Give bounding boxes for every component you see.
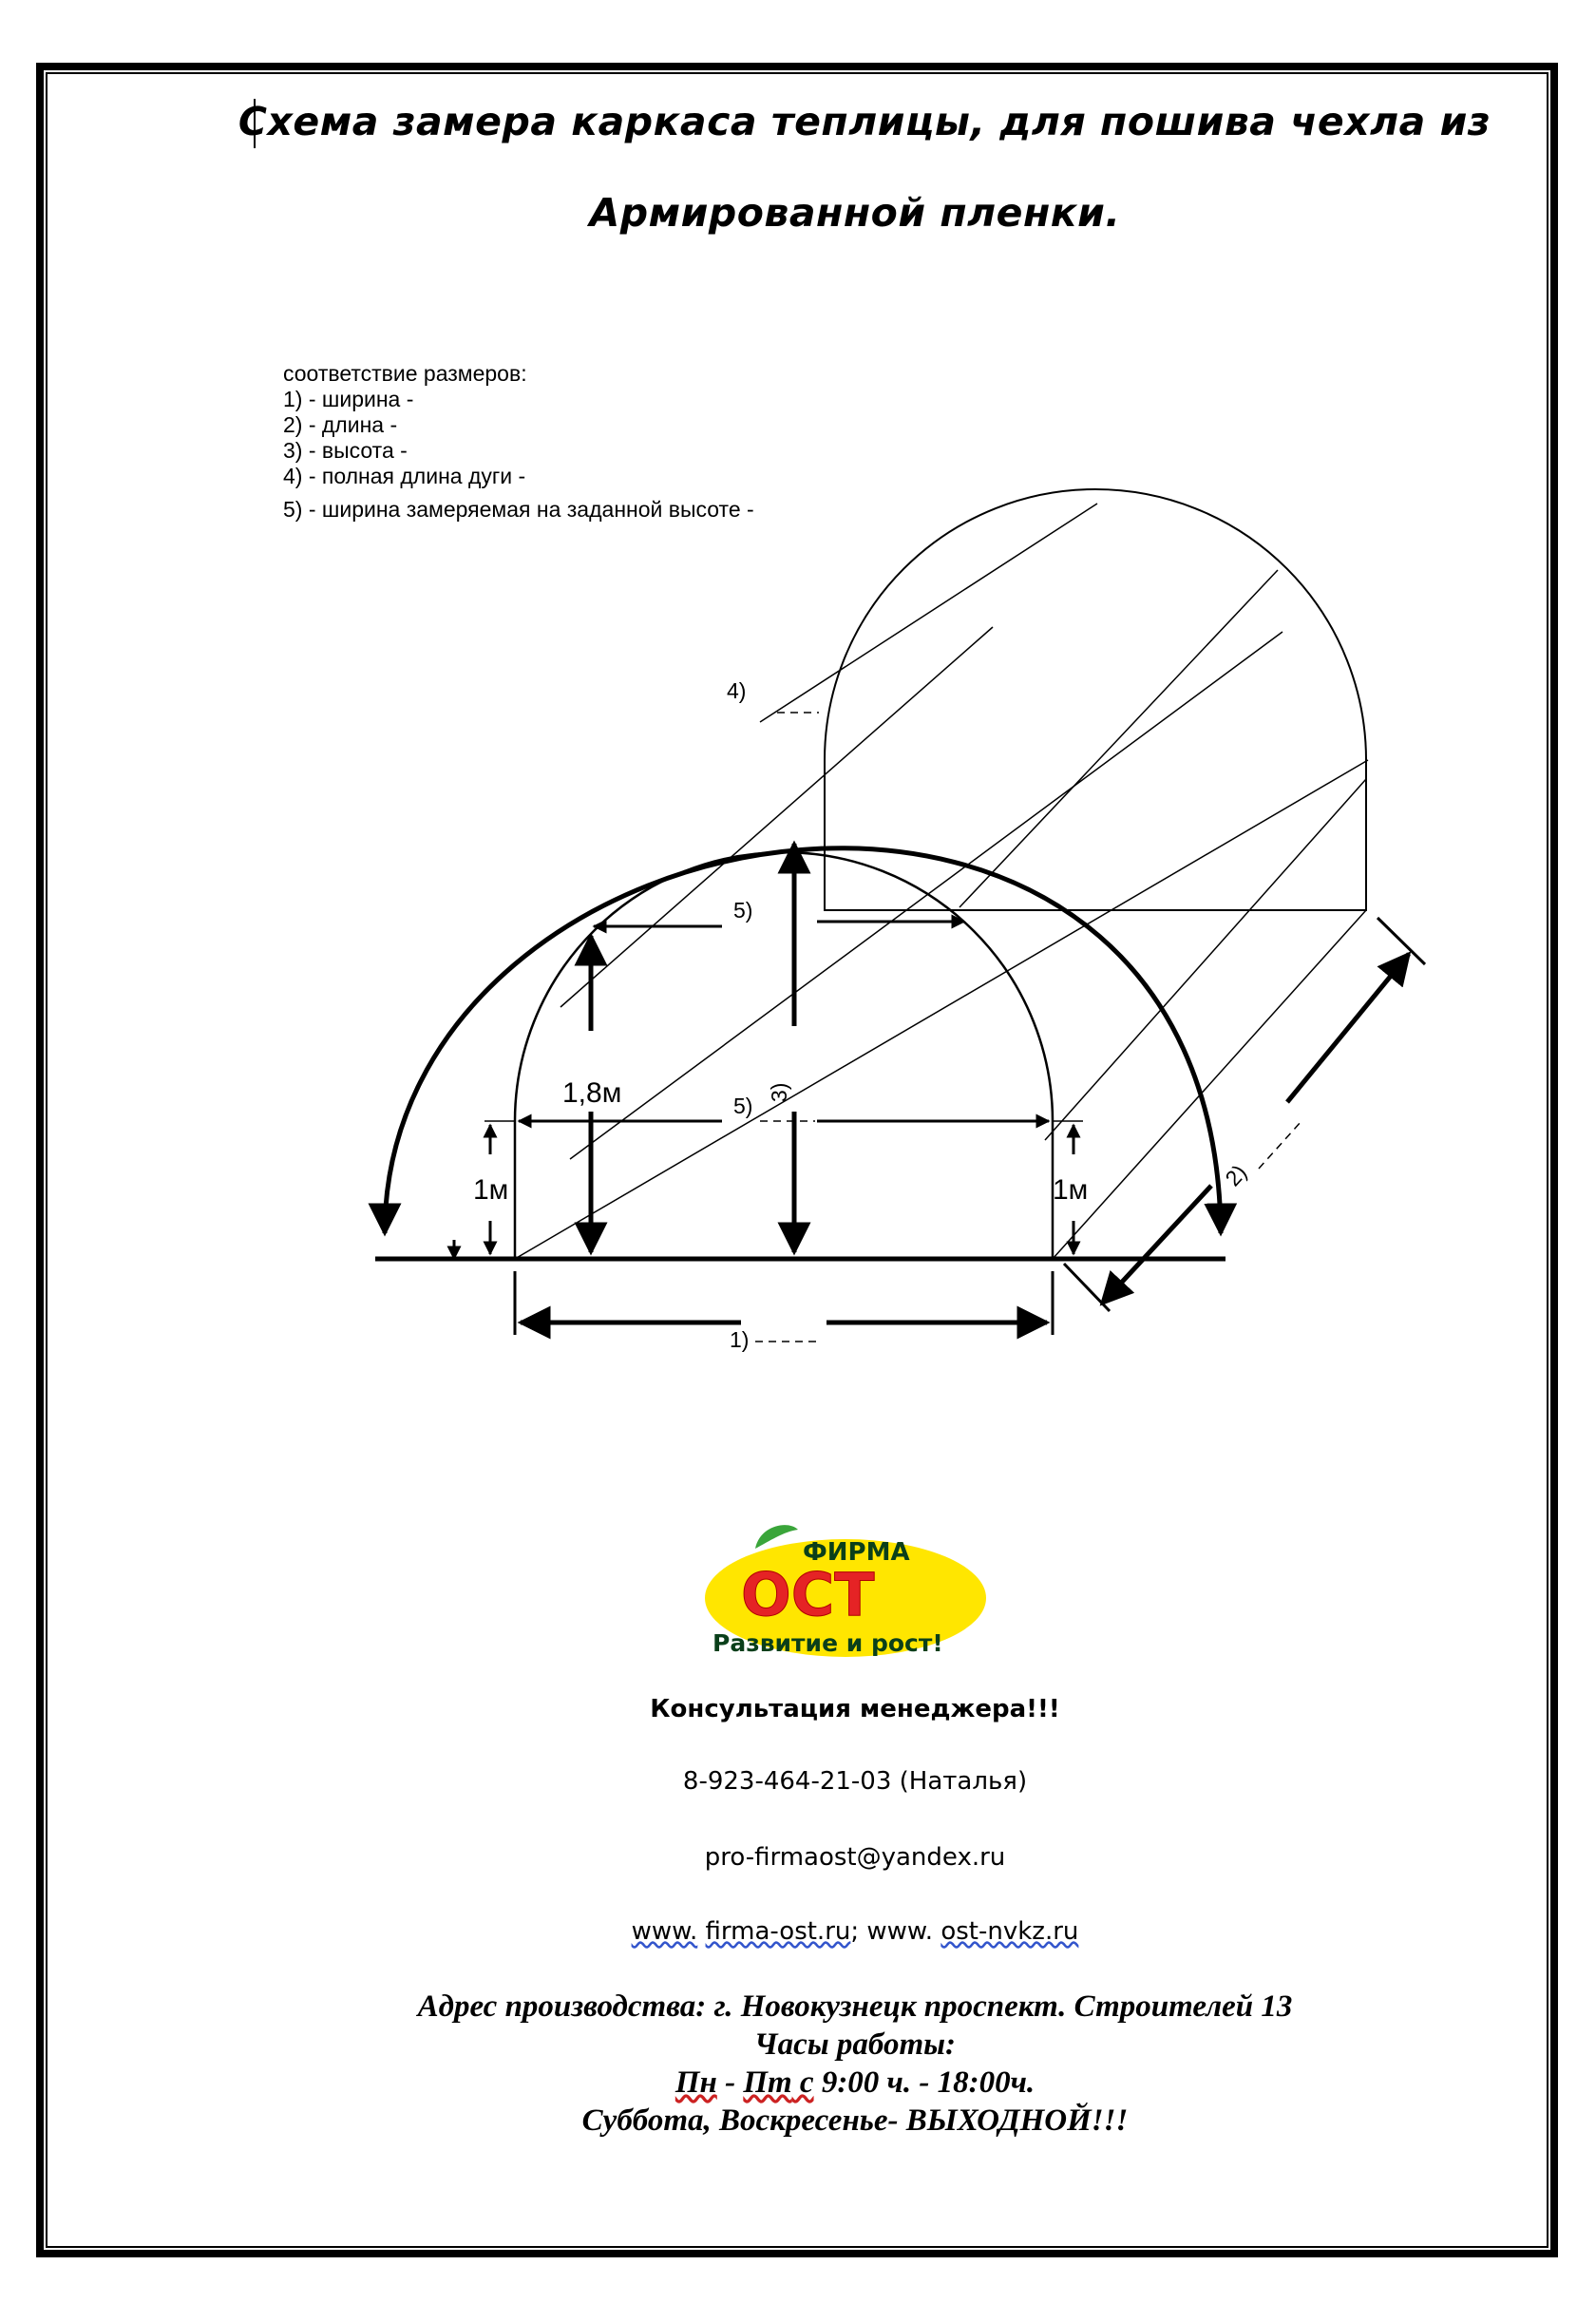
hours-c: с	[791, 2065, 814, 2100]
outer-arch	[385, 848, 1221, 1233]
websites	[0, 1917, 1596, 1946]
web-prefix-1: www.	[631, 1917, 698, 1946]
phone: 8-923-464-21-03 (Наталья)	[682, 1767, 1028, 1796]
weekend-line: Суббота, Воскресенье- ВЫХОДНОЙ!!!	[581, 2103, 1129, 2138]
title-line-2: Армированной пленки.	[589, 190, 1121, 236]
legend-item-width: 1) - ширина -	[283, 387, 414, 411]
legend-item-height: 3) - высота -	[283, 438, 408, 463]
hours-line	[0, 2065, 1596, 2101]
hours-heading: Часы работы:	[753, 2027, 957, 2062]
title-line-1: Схема замера каркаса теплицы, для пошива чехла из	[238, 99, 1492, 144]
label-1: 1)	[730, 1327, 750, 1352]
legend-item-length: 2) - длина -	[283, 412, 398, 437]
legend-item-arc-length: 4) - полная длина дуги -	[283, 464, 526, 488]
consult-line: Консультация менеджера!!!	[650, 1695, 1060, 1723]
logo-slogan: Развитие и рост!	[712, 1629, 943, 1657]
label-5-top: 5)	[733, 898, 753, 923]
logo-main-text: ОСТ	[741, 1560, 875, 1629]
email[interactable]: pro-firmaost@yandex.ru	[704, 1843, 1006, 1872]
length-arrow-lower	[1102, 1186, 1211, 1304]
label-3: 3)	[767, 1082, 791, 1102]
label-2: 2)	[1220, 1159, 1252, 1191]
hours-dash: -	[716, 2065, 744, 2100]
length-arrow-upper	[1287, 954, 1409, 1102]
company-logo	[703, 1520, 988, 1663]
address-line: Адрес производства: г. Новокузнецк проспект. Строителей 13	[417, 1989, 1293, 2024]
back-arch	[825, 489, 1366, 910]
hatching	[515, 504, 1368, 1259]
web-separator: ; www.	[850, 1917, 934, 1946]
hours-day-end: Пт	[743, 2065, 792, 2100]
website-link-2[interactable]: ost-nvkz.ru	[940, 1917, 1079, 1946]
label-4: 4)	[727, 678, 747, 703]
hours-day-start: Пн	[674, 2065, 717, 2100]
label-5-mid: 5)	[733, 1094, 753, 1118]
front-inner-arch	[515, 852, 1053, 1259]
label-1m-left: 1м	[473, 1174, 509, 1206]
label-18m: 1,8м	[562, 1077, 622, 1109]
hours-time: 9:00 ч. - 18:00ч.	[813, 2065, 1036, 2100]
website-link-1[interactable]: firma-ost.ru	[705, 1917, 851, 1946]
legend-heading: соответствие размеров:	[283, 361, 527, 386]
logo-top-text: ФИРМА	[803, 1538, 910, 1567]
legend-item-width-at-height: 5) - ширина замеряемая на заданной высоте -	[283, 497, 754, 522]
label-1m-right: 1м	[1053, 1174, 1089, 1206]
